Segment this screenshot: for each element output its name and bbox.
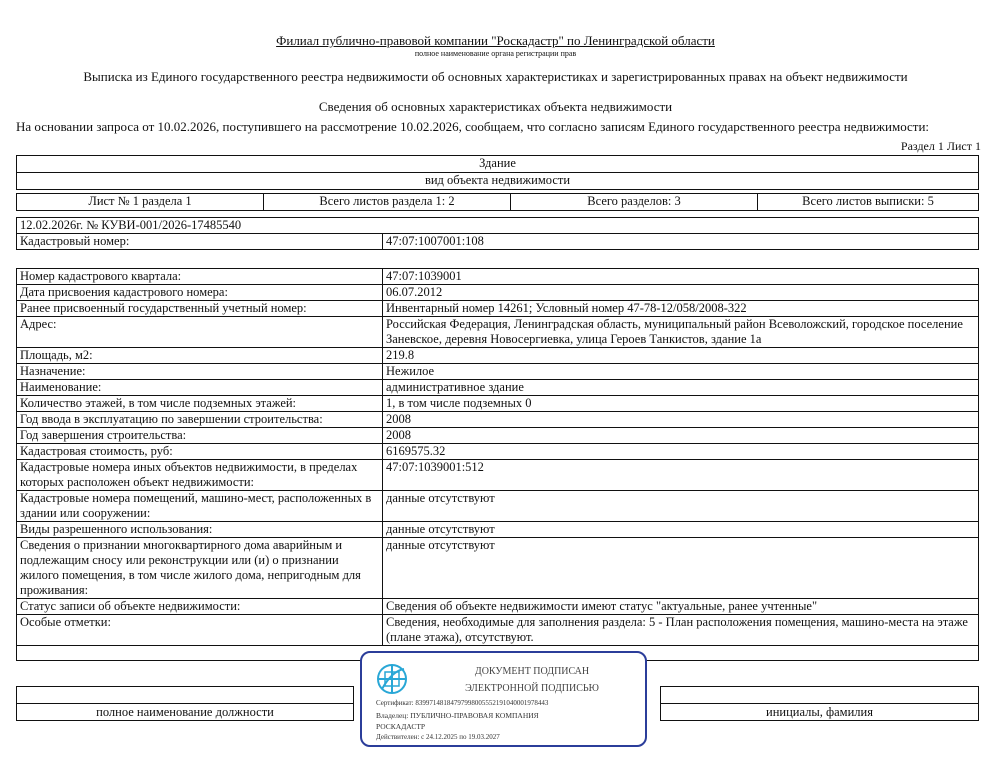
characteristic-value: Сведения, необходимые для заполнения раздела: 5 - План расположения помещения, машино-места на этаже (плане этажа), отсутствуют. [383, 615, 979, 646]
characteristic-value: Инвентарный номер 14261; Условный номер 47-78-12/058/2008-322 [383, 301, 979, 317]
characteristic-label: Назначение: [17, 364, 383, 380]
characteristic-value: данные отсутствуют [383, 491, 979, 522]
characteristic-row [17, 599, 979, 615]
characteristic-label: Ранее присвоенный государственный учетный номер: [17, 301, 383, 317]
characteristic-value: 1, в том числе подземных 0 [383, 396, 979, 412]
characteristic-row [17, 269, 979, 285]
characteristic-row [17, 491, 979, 522]
section-sheets-total: Всего листов раздела 1: 2 [264, 194, 511, 211]
characteristic-row [17, 348, 979, 364]
characteristic-label: Год ввода в эксплуатацию по завершении строительства: [17, 412, 383, 428]
characteristic-row [17, 428, 979, 444]
stamp-owner: Владелец: ПУБЛИЧНО-ПРАВОВАЯ КОМПАНИЯ [376, 711, 539, 720]
section-title: Сведения об основных характеристиках объекта недвижимости [318, 99, 673, 114]
characteristic-value: 47:07:1039001 [383, 269, 979, 285]
name-caption: инициалы, фамилия [661, 704, 979, 721]
characteristic-label: Статус записи об объекте недвижимости: [17, 599, 383, 615]
characteristic-row [17, 444, 979, 460]
characteristic-label: Номер кадастрового квартала: [17, 269, 383, 285]
sheet-number: Лист № 1 раздела 1 [17, 194, 264, 211]
characteristic-row [17, 460, 979, 491]
characteristic-value: Российская Федерация, Ленинградская область, муниципальный район Всеволожский, городское поселение Заневское, деревня Новосергиевка, улица Героев Танкистов, здание 1а [383, 317, 979, 348]
stamp-title-line2: ЭЛЕКТРОННОЙ ПОДПИСЬЮ [465, 683, 599, 694]
cadastral-number-label: Кадастровый номер: [17, 234, 383, 250]
characteristic-value: 6169575.32 [383, 444, 979, 460]
registry-office-name: Филиал публично-правовой компании "Роскадастр" по Ленинградской области [276, 33, 715, 48]
characteristic-label: Адрес: [17, 317, 383, 348]
characteristic-row [17, 412, 979, 428]
characteristic-value: данные отсутствуют [383, 522, 979, 538]
position-caption: полное наименование должности [17, 704, 354, 721]
characteristic-value: 219.8 [383, 348, 979, 364]
request-basis-text: На основании запроса от 10.02.2026, поступившего на рассмотрение 10.02.2026, сообщаем, что согласно записям Единого государственного реестра недвижимости: [16, 119, 930, 134]
stamp-title-line1: ДОКУМЕНТ ПОДПИСАН [474, 666, 590, 677]
rosreestr-logo-icon [374, 661, 410, 697]
characteristic-row [17, 301, 979, 317]
electronic-signature-stamp [360, 651, 647, 747]
characteristic-row [17, 380, 979, 396]
characteristic-label: Особые отметки: [17, 615, 383, 646]
section-sheet-label: Раздел 1 Лист 1 [900, 139, 981, 153]
characteristic-value: 06.07.2012 [383, 285, 979, 301]
characteristic-row [17, 522, 979, 538]
characteristic-row [17, 364, 979, 380]
stamp-validity: Действителен: с 24.12.2025 по 19.03.2027 [376, 733, 500, 741]
registry-office-caption: полное наименование органа регистрации прав [414, 49, 577, 58]
sections-total: Всего разделов: 3 [511, 194, 758, 211]
extract-sheets-total: Всего листов выписки: 5 [758, 194, 979, 211]
characteristics-table [16, 268, 979, 661]
identity-table [16, 217, 979, 250]
sheet-info-table [16, 193, 979, 211]
characteristic-label: Дата присвоения кадастрового номера: [17, 285, 383, 301]
object-type-caption: вид объекта недвижимости [17, 173, 979, 190]
object-type-table [16, 155, 979, 190]
stamp-owner-line2: РОСКАДАСТР [376, 722, 426, 731]
characteristic-value: 47:07:1039001:512 [383, 460, 979, 491]
characteristic-value: 2008 [383, 412, 979, 428]
characteristic-label: Наименование: [17, 380, 383, 396]
characteristic-value: 2008 [383, 428, 979, 444]
extract-title: Выписка из Единого государственного реестра недвижимости об основных характеристиках и зарегистрированных правах на объект недвижимости [83, 69, 908, 84]
characteristic-row [17, 538, 979, 599]
characteristic-value: Сведения об объекте недвижимости имеют статус "актуальные, ранее учтенные" [383, 599, 979, 615]
characteristic-row [17, 285, 979, 301]
characteristic-row [17, 615, 979, 646]
characteristic-label: Кадастровые номера иных объектов недвижимости, в пределах которых расположен объект недвижимости: [17, 460, 383, 491]
characteristic-value: административное здание [383, 380, 979, 396]
characteristic-value: данные отсутствуют [383, 538, 979, 599]
characteristic-value: Нежилое [383, 364, 979, 380]
characteristic-row [17, 317, 979, 348]
characteristic-label: Площадь, м2: [17, 348, 383, 364]
characteristic-label: Количество этажей, в том числе подземных этажей: [17, 396, 383, 412]
characteristic-label: Кадастровая стоимость, руб: [17, 444, 383, 460]
object-type: Здание [17, 156, 979, 173]
characteristic-row [17, 396, 979, 412]
characteristic-label: Сведения о признании многоквартирного дома аварийным и подлежащим сносу или реконструкции или (и) о признании жилого помещения, в том числе жилого дома, непригодным для проживания: [17, 538, 383, 599]
position-cell [17, 687, 354, 704]
name-cell [661, 687, 979, 704]
characteristic-label: Виды разрешенного использования: [17, 522, 383, 538]
characteristic-label: Год завершения строительства: [17, 428, 383, 444]
extract-date-number: 12.02.2026г. № КУВИ-001/2026-17485540 [17, 218, 979, 234]
characteristic-label: Кадастровые номера помещений, машино-мест, расположенных в здании или сооружении: [17, 491, 383, 522]
cadastral-number-value: 47:07:1007001:108 [383, 234, 979, 250]
stamp-certificate: Сертификат: 83997148184797998005552191040001978443 [376, 699, 549, 707]
